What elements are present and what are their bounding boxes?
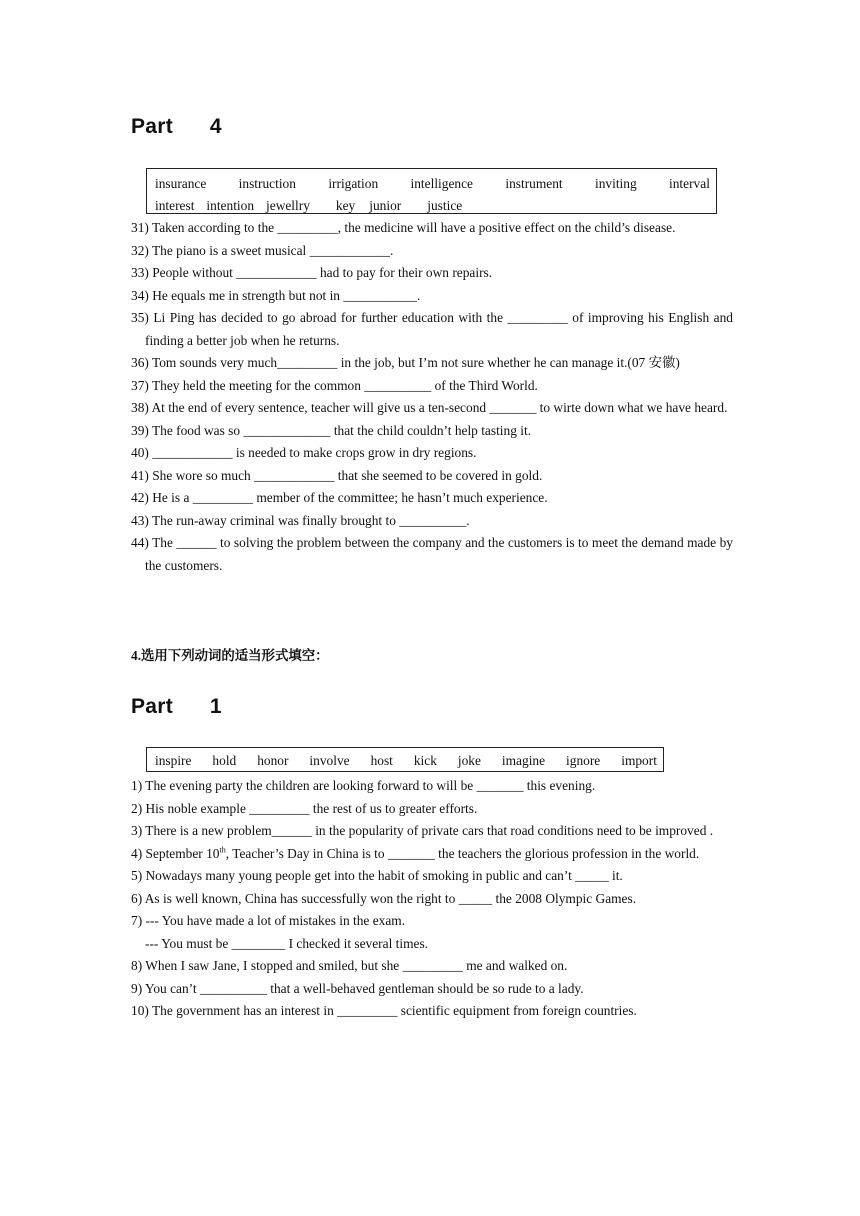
word: intention (206, 198, 255, 213)
question-6: 6) As is well known, China has successfully won the right to _____ the 2008 Olympic Games. (131, 890, 637, 906)
question-40: 40) ____________ is needed to make crops grow in dry regions. (131, 445, 477, 460)
word: instrument (505, 176, 563, 191)
question-4-text-start: 4) September 10 (131, 845, 220, 861)
question-34: 34) He equals me in strength but not in ___________. (131, 287, 421, 303)
question-33: 33) People without ____________ had to pay for their own repairs. (131, 265, 493, 280)
word-box-row (155, 750, 657, 772)
question-36: 36) Tom sounds very much_________ in the job, but I’m not sure whether he can manage it.(07 安徽) (131, 355, 680, 370)
word: host (370, 753, 393, 768)
section-instruction: 4.选用下列动词的适当形式填空： (131, 648, 329, 663)
word: insurance (155, 176, 207, 191)
word: ignore (566, 753, 601, 768)
question-37: 37) They held the meeting for the common __________ of the Third World. (131, 377, 538, 393)
word: joke (457, 753, 481, 768)
word: hold (212, 753, 237, 768)
word: inviting (594, 176, 637, 191)
part4-heading: Part 4 (131, 115, 222, 138)
question-35: 35) Li Ping has decided to go abroad for further education with the _________ of improving his English and finding a better job when he returns. (131, 310, 733, 348)
word: intelligence (410, 176, 473, 191)
part4-question-list (131, 217, 733, 577)
question-8: 8) When I saw Jane, I stopped and smiled, but she _________ me and walked on. (131, 958, 568, 973)
question-7-reply: --- You must be ________ I checked it several times. (145, 935, 429, 951)
word: irrigation (328, 176, 379, 191)
question-39: 39) The food was so _____________ that the child couldn’t help tasting it. (131, 422, 532, 438)
part1-word-box (146, 747, 664, 772)
question-4-text-end: , Teacher’s Day in China is to _______ the teachers the glorious profession in the world. (225, 845, 700, 861)
question-9: 9) You can’t __________ that a well-behaved gentleman should be so rude to a lady. (131, 980, 584, 996)
word: import (621, 753, 657, 768)
question-42: 42) He is a _________ member of the committee; he hasn’t much experience. (131, 490, 548, 505)
part1-heading: Part 1 (131, 695, 222, 718)
part4-word-box (146, 168, 717, 214)
question-10: 10) The government has an interest in _________ scientific equipment from foreign countries. (131, 1003, 637, 1018)
word: junior (369, 198, 402, 213)
question-32: 32) The piano is a sweet musical ____________. (131, 242, 394, 258)
question-31: 31) Taken according to the _________, the medicine will have a positive effect on the child’s disease. (131, 220, 676, 235)
word: interval (669, 176, 710, 191)
question-44: 44) The ______ to solving the problem between the company and the customers is to meet the demand made by the customers. (131, 535, 733, 573)
word: interest (155, 198, 195, 213)
question-1: 1) The evening party the children are looking forward to will be _______ this evening. (131, 778, 596, 793)
word: involve (309, 753, 350, 768)
question-5: 5) Nowadays many young people get into the habit of smoking in public and can’t _____ it. (131, 868, 623, 883)
word: jewellry (266, 198, 310, 213)
word: kick (413, 753, 437, 768)
question-43: 43) The run-away criminal was finally brought to __________. (131, 512, 470, 528)
question-3: 3) There is a new problem______ in the popularity of private cars that road conditions need to be improved . (131, 823, 714, 838)
question-4 (131, 843, 733, 866)
word-box-row-1 (155, 173, 710, 195)
word: imagine (501, 753, 546, 768)
word: key (335, 198, 356, 213)
question-4-superscript: th (219, 845, 226, 855)
question-7: 7) --- You have made a lot of mistakes in the exam. (131, 913, 406, 928)
question-41: 41) She wore so much ____________ that she seemed to be covered in gold. (131, 467, 543, 483)
word: inspire (155, 753, 192, 768)
word: justice (427, 198, 463, 213)
word-box-row-2 (155, 195, 710, 217)
word: honor (257, 753, 289, 768)
question-2: 2) His noble example _________ the rest of us to greater efforts. (131, 800, 478, 816)
word: instruction (238, 176, 296, 191)
question-38: 38) At the end of every sentence, teacher will give us a ten-second _______ to wirte down what we have heard. (131, 400, 728, 415)
part1-question-list (131, 775, 733, 1023)
